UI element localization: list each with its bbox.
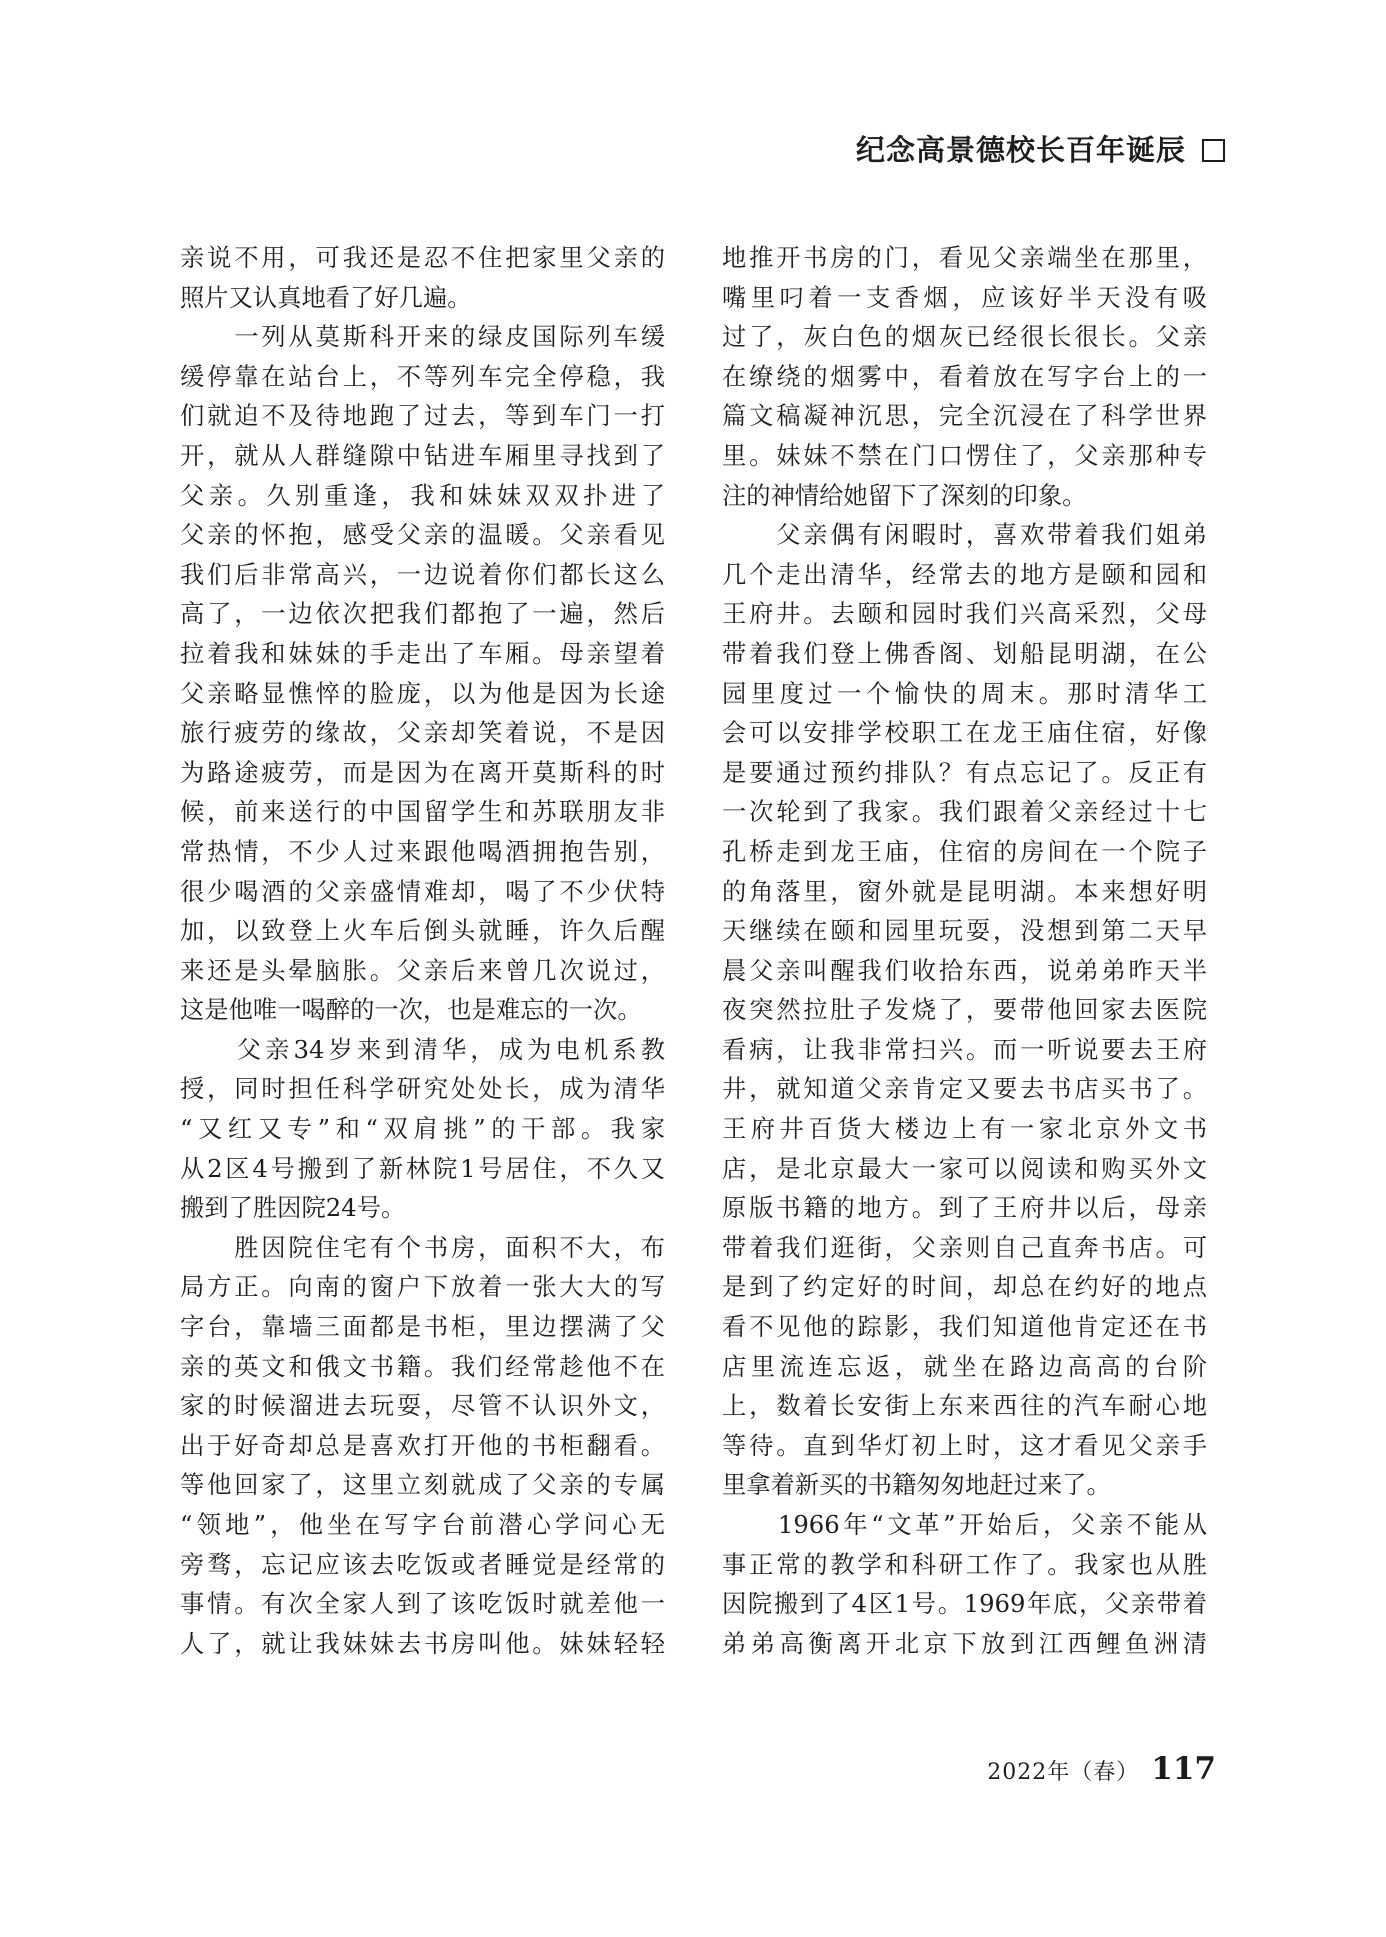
text-line: 这是他唯一喝醉的一次，也是难忘的一次。 [180, 995, 642, 1025]
text-line: 因院搬到了4区1号。1969年底，父亲带着 [722, 1589, 1207, 1619]
text-line: 注的神情给她留下了深刻的印象。 [722, 480, 1087, 510]
text-line: 在缭绕的烟雾中，看着放在写字台上的一 [722, 361, 1207, 391]
text-line: 来还是头晕脑胀。父亲后来曾几次说过， [180, 955, 665, 985]
text-line: 高了，一边依次把我们都抱了一遍，然后 [180, 599, 665, 629]
text-line: 会可以安排学校职工在龙王庙住宿，好像 [722, 718, 1207, 748]
text-line: 王府井。去颐和园时我们兴高采烈，父母 [722, 599, 1207, 629]
text-line: “领地”，他坐在写字台前潜心学问心无 [180, 1510, 665, 1539]
text-line: 园里度过一个愉快的周末。那时清华工 [722, 678, 1207, 708]
text-line: 天继续在颐和园里玩耍，没想到第二天早 [722, 916, 1207, 946]
text-line: 为路途疲劳，而是因为在离开莫斯科的时 [180, 757, 665, 787]
text-line: 照片又认真地看了好几遍。 [180, 282, 472, 312]
text-line: 等他回家了，这里立刻就成了父亲的专属 [180, 1470, 665, 1500]
text-line: 井，就知道父亲肯定又要去书店买书了。 [722, 1074, 1207, 1104]
left-column [180, 238, 665, 1663]
running-header [856, 132, 1225, 168]
text-line: 父亲略显憔悴的脸庞，以为他是因为长途 [180, 678, 665, 708]
text-line: 父亲34岁来到清华，成为电机系教 [180, 1034, 665, 1064]
text-line: 过了，灰白色的烟灰已经很长很长。父亲 [722, 322, 1207, 352]
text-line: 弟弟高衡离开北京下放到江西鲤鱼洲清 [722, 1628, 1207, 1658]
text-line: 父亲偶有闲暇时，喜欢带着我们姐弟 [722, 520, 1207, 550]
text-line: 旁骛，忘记应该去吃饭或者睡觉是经常的 [180, 1549, 665, 1579]
text-line: 看病，让我非常扫兴。而一听说要去王府 [722, 1034, 1207, 1064]
text-line: 孔桥走到龙王庙，住宿的房间在一个院子 [722, 836, 1207, 866]
text-line: 是到了约定好的时间，却总在约好的地点 [722, 1272, 1207, 1302]
text-line: 亲的英文和俄文书籍。我们经常趁他不在 [180, 1351, 665, 1381]
text-line: 原版书籍的地方。到了王府井以后，母亲 [722, 1193, 1207, 1223]
text-line: 里拿着新买的书籍匆匆地赶过来了。 [722, 1470, 1111, 1500]
text-line: “又红又专”和“双肩挑”的干部。我家 [180, 1114, 665, 1144]
text-line: 几个走出清华，经常去的地方是颐和园和 [722, 559, 1207, 589]
header-title: 纪念高景德校长百年诞辰 [855, 133, 1186, 167]
text-line: 父亲的怀抱，感受父亲的温暖。父亲看见 [180, 520, 665, 550]
text-line: 人了，就让我妹妹去书房叫他。妹妹轻轻 [180, 1628, 665, 1658]
text-line: 常热情，不少人过来跟他喝酒拥抱告别， [180, 836, 665, 866]
square-icon [1202, 139, 1225, 162]
text-line: 出于好奇却总是喜欢打开他的书柜翻看。 [180, 1430, 665, 1460]
text-line: 带着我们登上佛香阁、划船昆明湖，在公 [722, 638, 1207, 668]
text-line: 1966年“文革”开始后，父亲不能从 [722, 1510, 1207, 1539]
text-line: 从2区4号搬到了新林院1号居住，不久又 [180, 1153, 665, 1183]
text-line: 上，数着长安街上东来西往的汽车耐心地 [722, 1391, 1207, 1421]
issue-label: 2022年（春） [987, 1760, 1140, 1785]
text-line: 是要通过预约排队？有点忘记了。反正有 [722, 757, 1207, 787]
text-line: 我们后非常高兴，一边说着你们都长这么 [180, 559, 665, 589]
text-line: 一列从莫斯科开来的绿皮国际列车缓 [180, 322, 665, 352]
text-line: 父亲。久别重逢，我和妹妹双双扑进了 [180, 480, 665, 510]
text-line: 字台，靠墙三面都是书柜，里边摆满了父 [180, 1312, 665, 1342]
text-line: 地推开书房的门，看见父亲端坐在那里， [722, 243, 1207, 272]
text-line: 胜因院住宅有个书房，面积不大，布 [180, 1232, 665, 1262]
text-line: 店里流连忘返，就坐在路边高高的台阶 [722, 1351, 1207, 1381]
text-line: 旅行疲劳的缘故，父亲却笑着说，不是因 [180, 718, 665, 748]
text-line: 篇文稿凝神沉思，完全沉浸在了科学世界 [722, 401, 1207, 431]
right-column [722, 238, 1207, 1663]
text-line: 等待。直到华灯初上时，这才看见父亲手 [722, 1430, 1207, 1460]
text-line: 王府井百货大楼边上有一家北京外文书 [722, 1114, 1207, 1144]
text-line: 带着我们逛街，父亲则自己直奔书店。可 [722, 1232, 1207, 1262]
page-number: 117 [1151, 1751, 1216, 1787]
text-line: 很少喝酒的父亲盛情难却，喝了不少伏特 [180, 876, 665, 906]
text-line: 里。妹妹不禁在门口愣住了，父亲那种专 [722, 440, 1207, 470]
text-line: 一次轮到了我家。我们跟着父亲经过十七 [722, 797, 1207, 827]
text-line: 授，同时担任科学研究处处长，成为清华 [180, 1074, 665, 1104]
text-line: 缓停靠在站台上，不等列车完全停稳，我 [180, 361, 665, 391]
text-line: 局方正。向南的窗户下放着一张大大的写 [180, 1272, 665, 1302]
text-line: 事情。有次全家人到了该吃饭时就差他一 [180, 1589, 665, 1619]
text-line: 夜突然拉肚子发烧了，要带他回家去医院 [722, 995, 1207, 1025]
text-line: 拉着我和妹妹的手走出了车厢。母亲望着 [180, 638, 665, 668]
text-line: 嘴里叼着一支香烟，应该好半天没有吸 [722, 282, 1207, 312]
text-line: 家的时候溜进去玩耍，尽管不认识外文， [180, 1391, 665, 1421]
text-line: 搬到了胜因院24号。 [180, 1193, 406, 1223]
text-line: 晨父亲叫醒我们收拾东西，说弟弟昨天半 [722, 955, 1207, 985]
page-footer [987, 1751, 1216, 1787]
text-line: 亲说不用，可我还是忍不住把家里父亲的 [180, 243, 665, 272]
text-line: 开，就从人群缝隙中钻进车厢里寻找到了 [180, 440, 665, 470]
text-line: 事正常的教学和科研工作了。我家也从胜 [722, 1549, 1207, 1579]
text-line: 候，前来送行的中国留学生和苏联朋友非 [180, 797, 665, 827]
text-line: 的角落里，窗外就是昆明湖。本来想好明 [722, 876, 1207, 906]
text-line: 看不见他的踪影，我们知道他肯定还在书 [722, 1312, 1207, 1342]
text-line: 们就迫不及待地跑了过去，等到车门一打 [180, 401, 665, 431]
text-line: 店，是北京最大一家可以阅读和购买外文 [722, 1153, 1207, 1183]
text-line: 加，以致登上火车后倒头就睡，许久后醒 [180, 916, 665, 946]
